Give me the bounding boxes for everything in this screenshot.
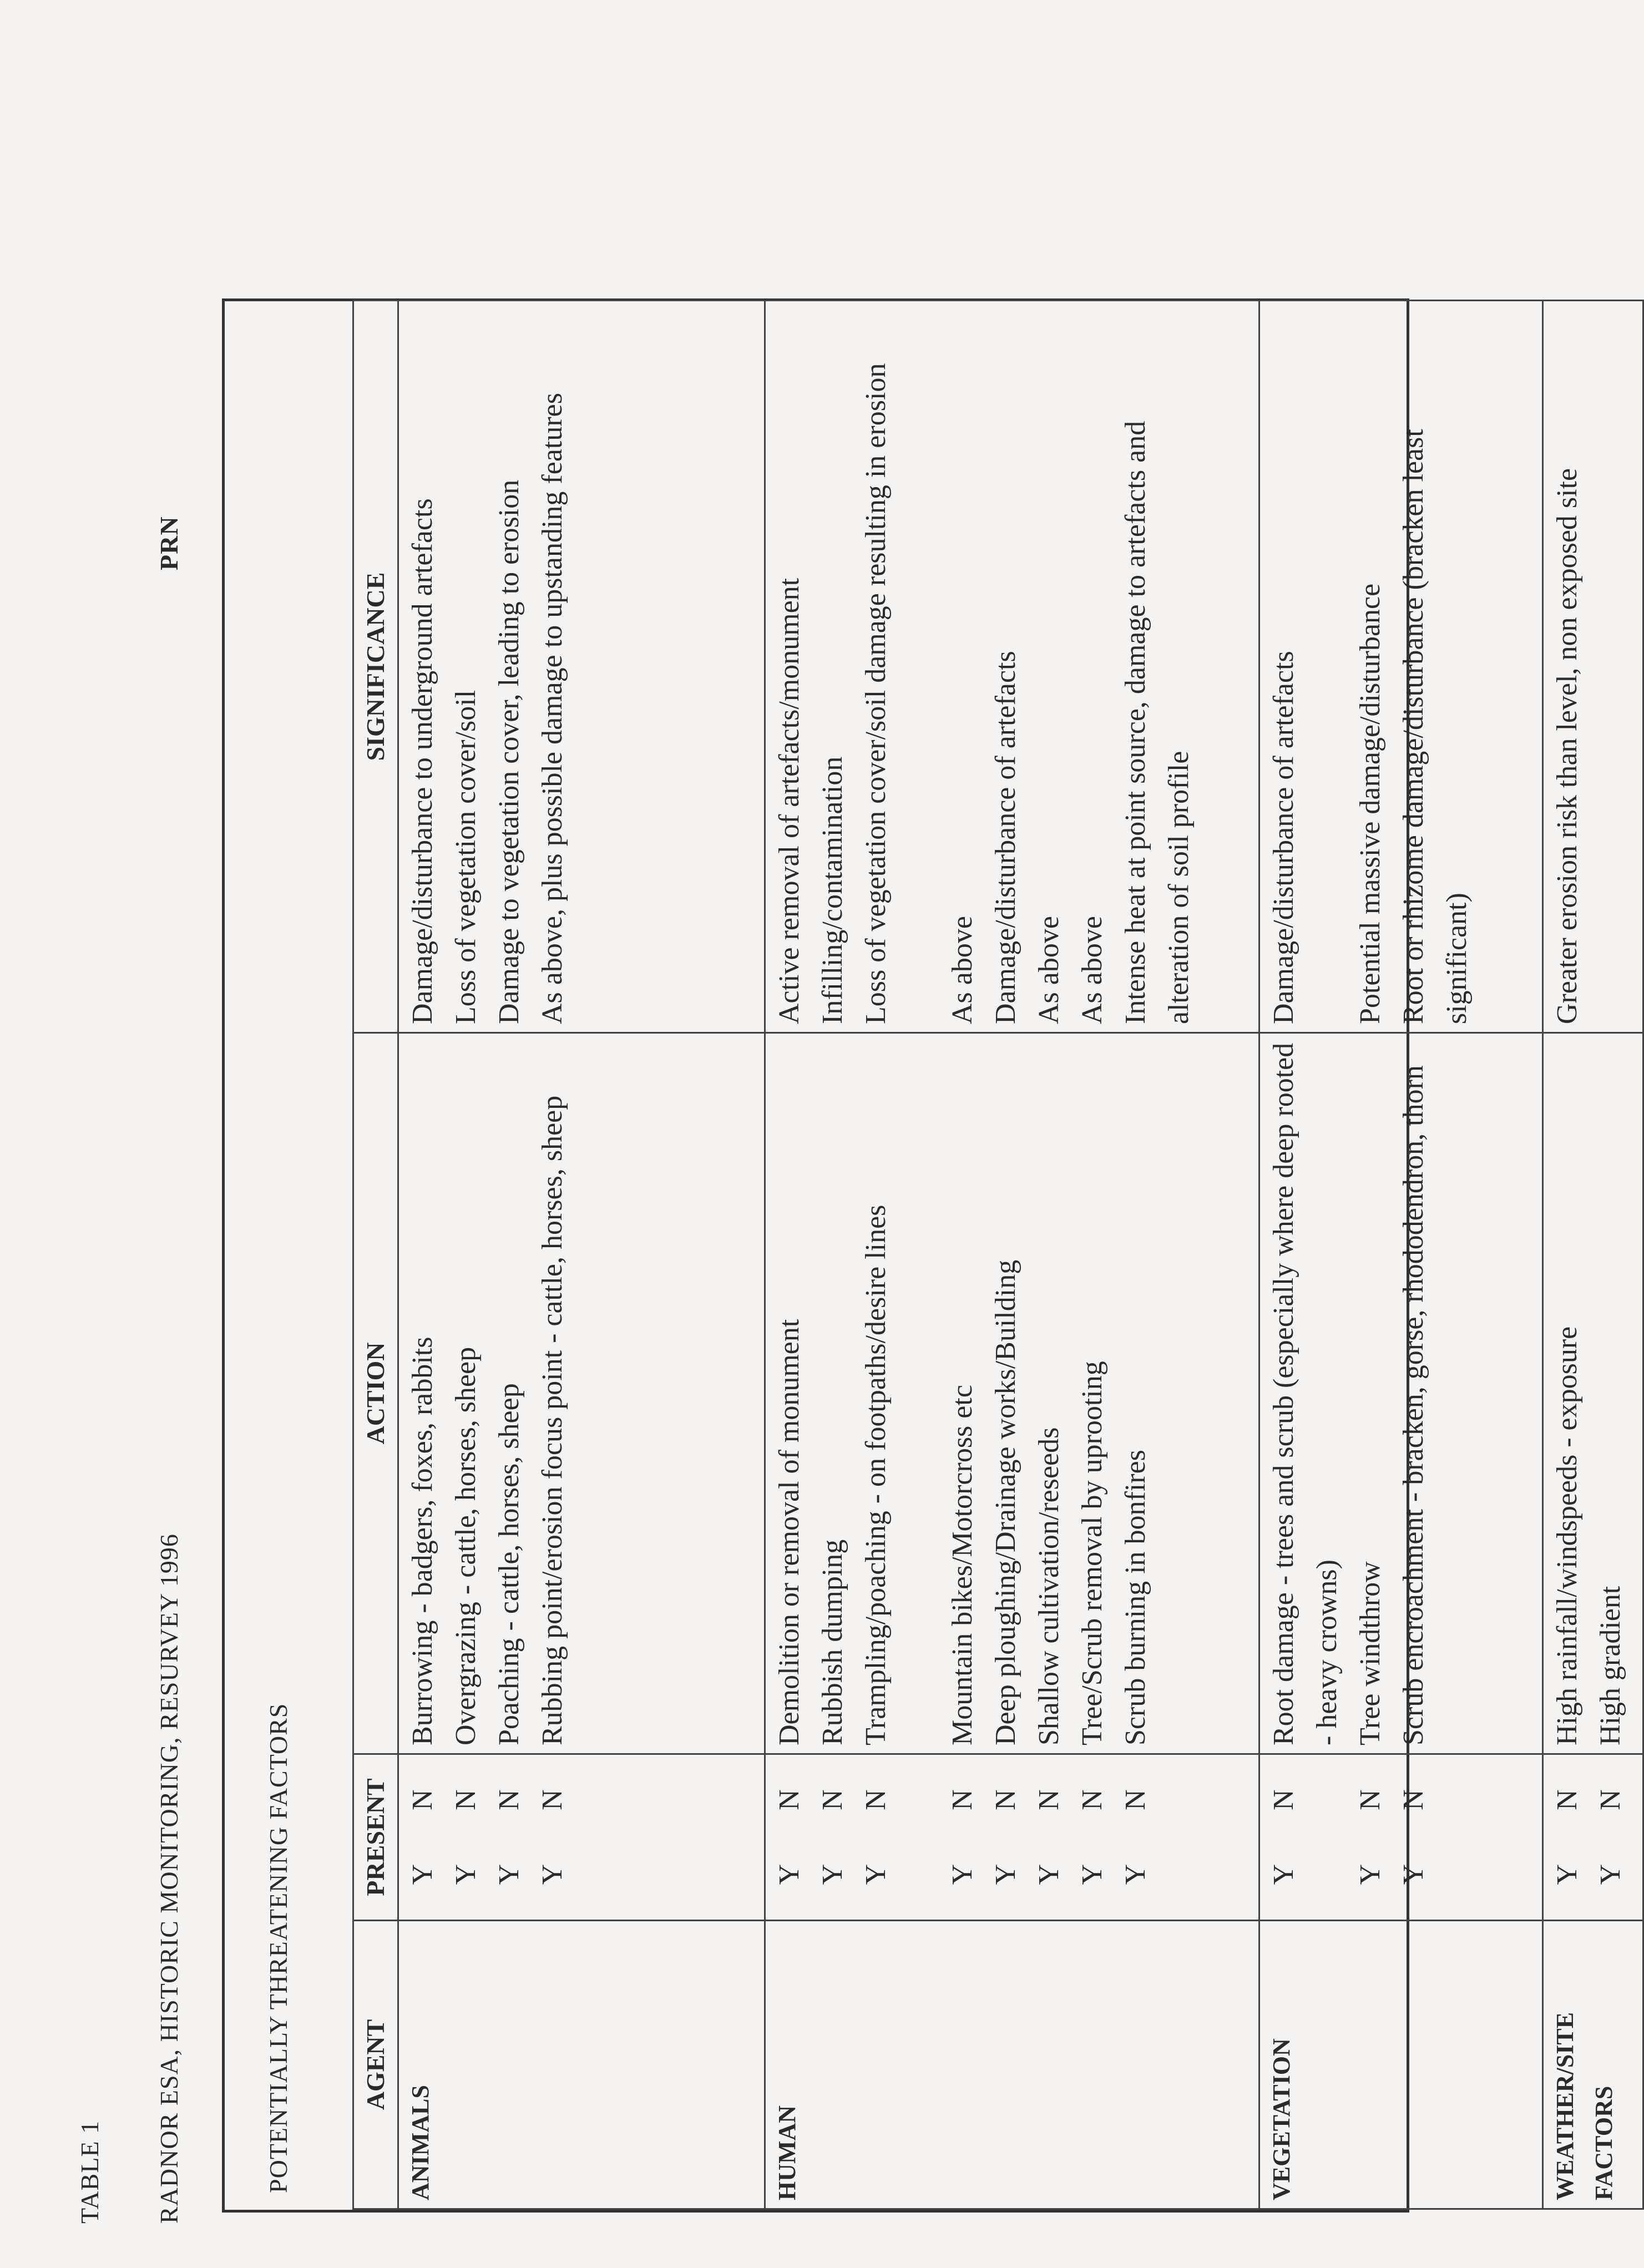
action-cell [398, 1033, 765, 1754]
present-n: N [947, 1789, 978, 1811]
action-item: Tree/Scrub removal by uprooting [1076, 1361, 1108, 1745]
present-n: N [1033, 1789, 1065, 1811]
present-y: Y [817, 1864, 848, 1885]
action-item: Deep ploughing/Drainage works/Building [990, 1259, 1021, 1745]
present-y: Y [1354, 1864, 1386, 1885]
column-header-significance: SIGNIFICANCE [353, 301, 398, 1033]
present-y: Y [1033, 1864, 1065, 1885]
threatening-factors-table [352, 300, 1644, 2210]
action-cell [1543, 1033, 1643, 1754]
column-header-action: ACTION [353, 1033, 398, 1754]
significance-item: Intense heat at point source, damage to artefacts and alteration of soil profile [1120, 421, 1195, 1024]
present-y: Y [1595, 1864, 1626, 1885]
significance-item: Loss of vegetation cover/soil [450, 690, 482, 1024]
significance-item: As above [1076, 916, 1108, 1024]
significance-item: As above, plus possible damage to upstanding features [537, 393, 568, 1024]
significance-cell [765, 301, 1259, 1033]
present-y: Y [537, 1864, 568, 1885]
present-y: Y [1120, 1864, 1151, 1885]
present-n: N [1268, 1789, 1299, 1811]
significance-item: Damage/disturbance of artefacts [1268, 651, 1299, 1024]
significance-item: As above [947, 916, 978, 1024]
action-item: Scrub encroachment - bracken, gorse, rhododendron, thorn [1398, 1065, 1429, 1745]
present-y: Y [407, 1864, 438, 1885]
action-item: High gradient [1595, 1586, 1626, 1745]
action-item: High rainfall/windspeeds - exposure [1551, 1326, 1583, 1745]
present-n: N [1398, 1789, 1429, 1811]
table-row-weather-site [1543, 301, 1643, 2209]
table-row-human [765, 301, 1259, 2209]
action-cell [1259, 1033, 1543, 1754]
significance-item: Infilling/contamination [817, 756, 848, 1024]
present-y: Y [990, 1864, 1021, 1885]
present-y: Y [1551, 1864, 1583, 1885]
agent-cell: VEGETATION [1259, 1921, 1543, 2209]
column-header-present: PRESENT [353, 1754, 398, 1921]
present-n: N [1595, 1789, 1626, 1811]
present-n: N [1354, 1789, 1386, 1811]
present-y: Y [1076, 1864, 1108, 1885]
action-item: Burrowing - badgers, foxes, rabbits [407, 1336, 438, 1745]
present-cell [765, 1754, 1259, 1921]
present-n: N [450, 1789, 482, 1811]
table-caption: POTENTIALLY THREATENING FACTORS [264, 1703, 292, 2193]
table-row-vegetation [1259, 301, 1543, 2209]
significance-item: Active removal of artefacts/monument [773, 578, 805, 1024]
significance-item: Damage to vegetation cover, leading to erosion [493, 479, 525, 1024]
table-frame [222, 298, 1626, 2213]
present-y: Y [450, 1864, 482, 1885]
action-cell [765, 1033, 1259, 1754]
present-n: N [1120, 1789, 1151, 1811]
present-cell [398, 1754, 765, 1921]
table-row-animals [398, 301, 765, 2209]
action-item: Demolition or removal of monument [773, 1319, 805, 1745]
present-cell [1543, 1754, 1643, 1921]
table-number-label: TABLE 1 [75, 2120, 104, 2224]
significance-item: Potential massive damage/disturbance [1354, 583, 1386, 1024]
present-n: N [493, 1789, 525, 1811]
significance-item: Root or rhizome damage/disturbance (bracken least significant) [1398, 429, 1473, 1024]
present-n: N [860, 1789, 892, 1811]
action-item: Rubbing point/erosion focus point - cattle, horses, sheep [537, 1095, 568, 1745]
present-y: Y [773, 1864, 805, 1885]
significance-cell [398, 301, 765, 1033]
significance-item: Greater erosion risk than level, non exposed site [1551, 468, 1583, 1024]
present-y: Y [1398, 1864, 1429, 1885]
present-y: Y [860, 1864, 892, 1885]
significance-item: As above [1033, 916, 1065, 1024]
present-y: Y [1268, 1864, 1299, 1885]
present-n: N [773, 1789, 805, 1811]
agent-cell: ANIMALS [398, 1921, 765, 2209]
significance-item: Damage/disturbance to underground artefacts [407, 498, 438, 1024]
action-item: Mountain bikes/Motorcross etc [947, 1385, 978, 1745]
significance-cell [1543, 301, 1643, 1033]
present-n: N [817, 1789, 848, 1811]
present-n: N [407, 1789, 438, 1811]
present-y: Y [947, 1864, 978, 1885]
action-item: Root damage - trees and scrub (especially where deep rooted - heavy crowns) [1268, 1042, 1343, 1745]
agent-cell: HUMAN [765, 1921, 1259, 2209]
action-item: Trampling/poaching - on footpaths/desire lines [860, 1204, 892, 1745]
prn-label: PRN [155, 516, 183, 570]
action-item: Poaching - cattle, horses, sheep [493, 1383, 525, 1745]
action-item: Shallow cultivation/reseeds [1033, 1427, 1065, 1745]
present-y: Y [493, 1864, 525, 1885]
significance-item: Loss of vegetation cover/soil damage resulting in erosion [860, 363, 892, 1024]
action-item: Scrub burning in bonfires [1120, 1450, 1151, 1745]
document-title: RADNOR ESA, HISTORIC MONITORING, RESURVEY 1996 [155, 1533, 183, 2224]
present-n: N [537, 1789, 568, 1811]
action-item: Overgrazing - cattle, horses, sheep [450, 1346, 482, 1745]
significance-cell [1259, 301, 1543, 1033]
present-n: N [1551, 1789, 1583, 1811]
present-n: N [1076, 1789, 1108, 1811]
table-header-row [353, 301, 398, 2209]
action-item: Tree windthrow [1354, 1561, 1386, 1745]
column-header-agent: AGENT [353, 1921, 398, 2209]
present-cell [1259, 1754, 1543, 1921]
agent-cell: WEATHER/SITE FACTORS [1543, 1921, 1643, 2209]
present-n: N [990, 1789, 1021, 1811]
significance-item: Damage/disturbance of artefacts [990, 651, 1021, 1024]
action-item: Rubbish dumping [817, 1539, 848, 1745]
